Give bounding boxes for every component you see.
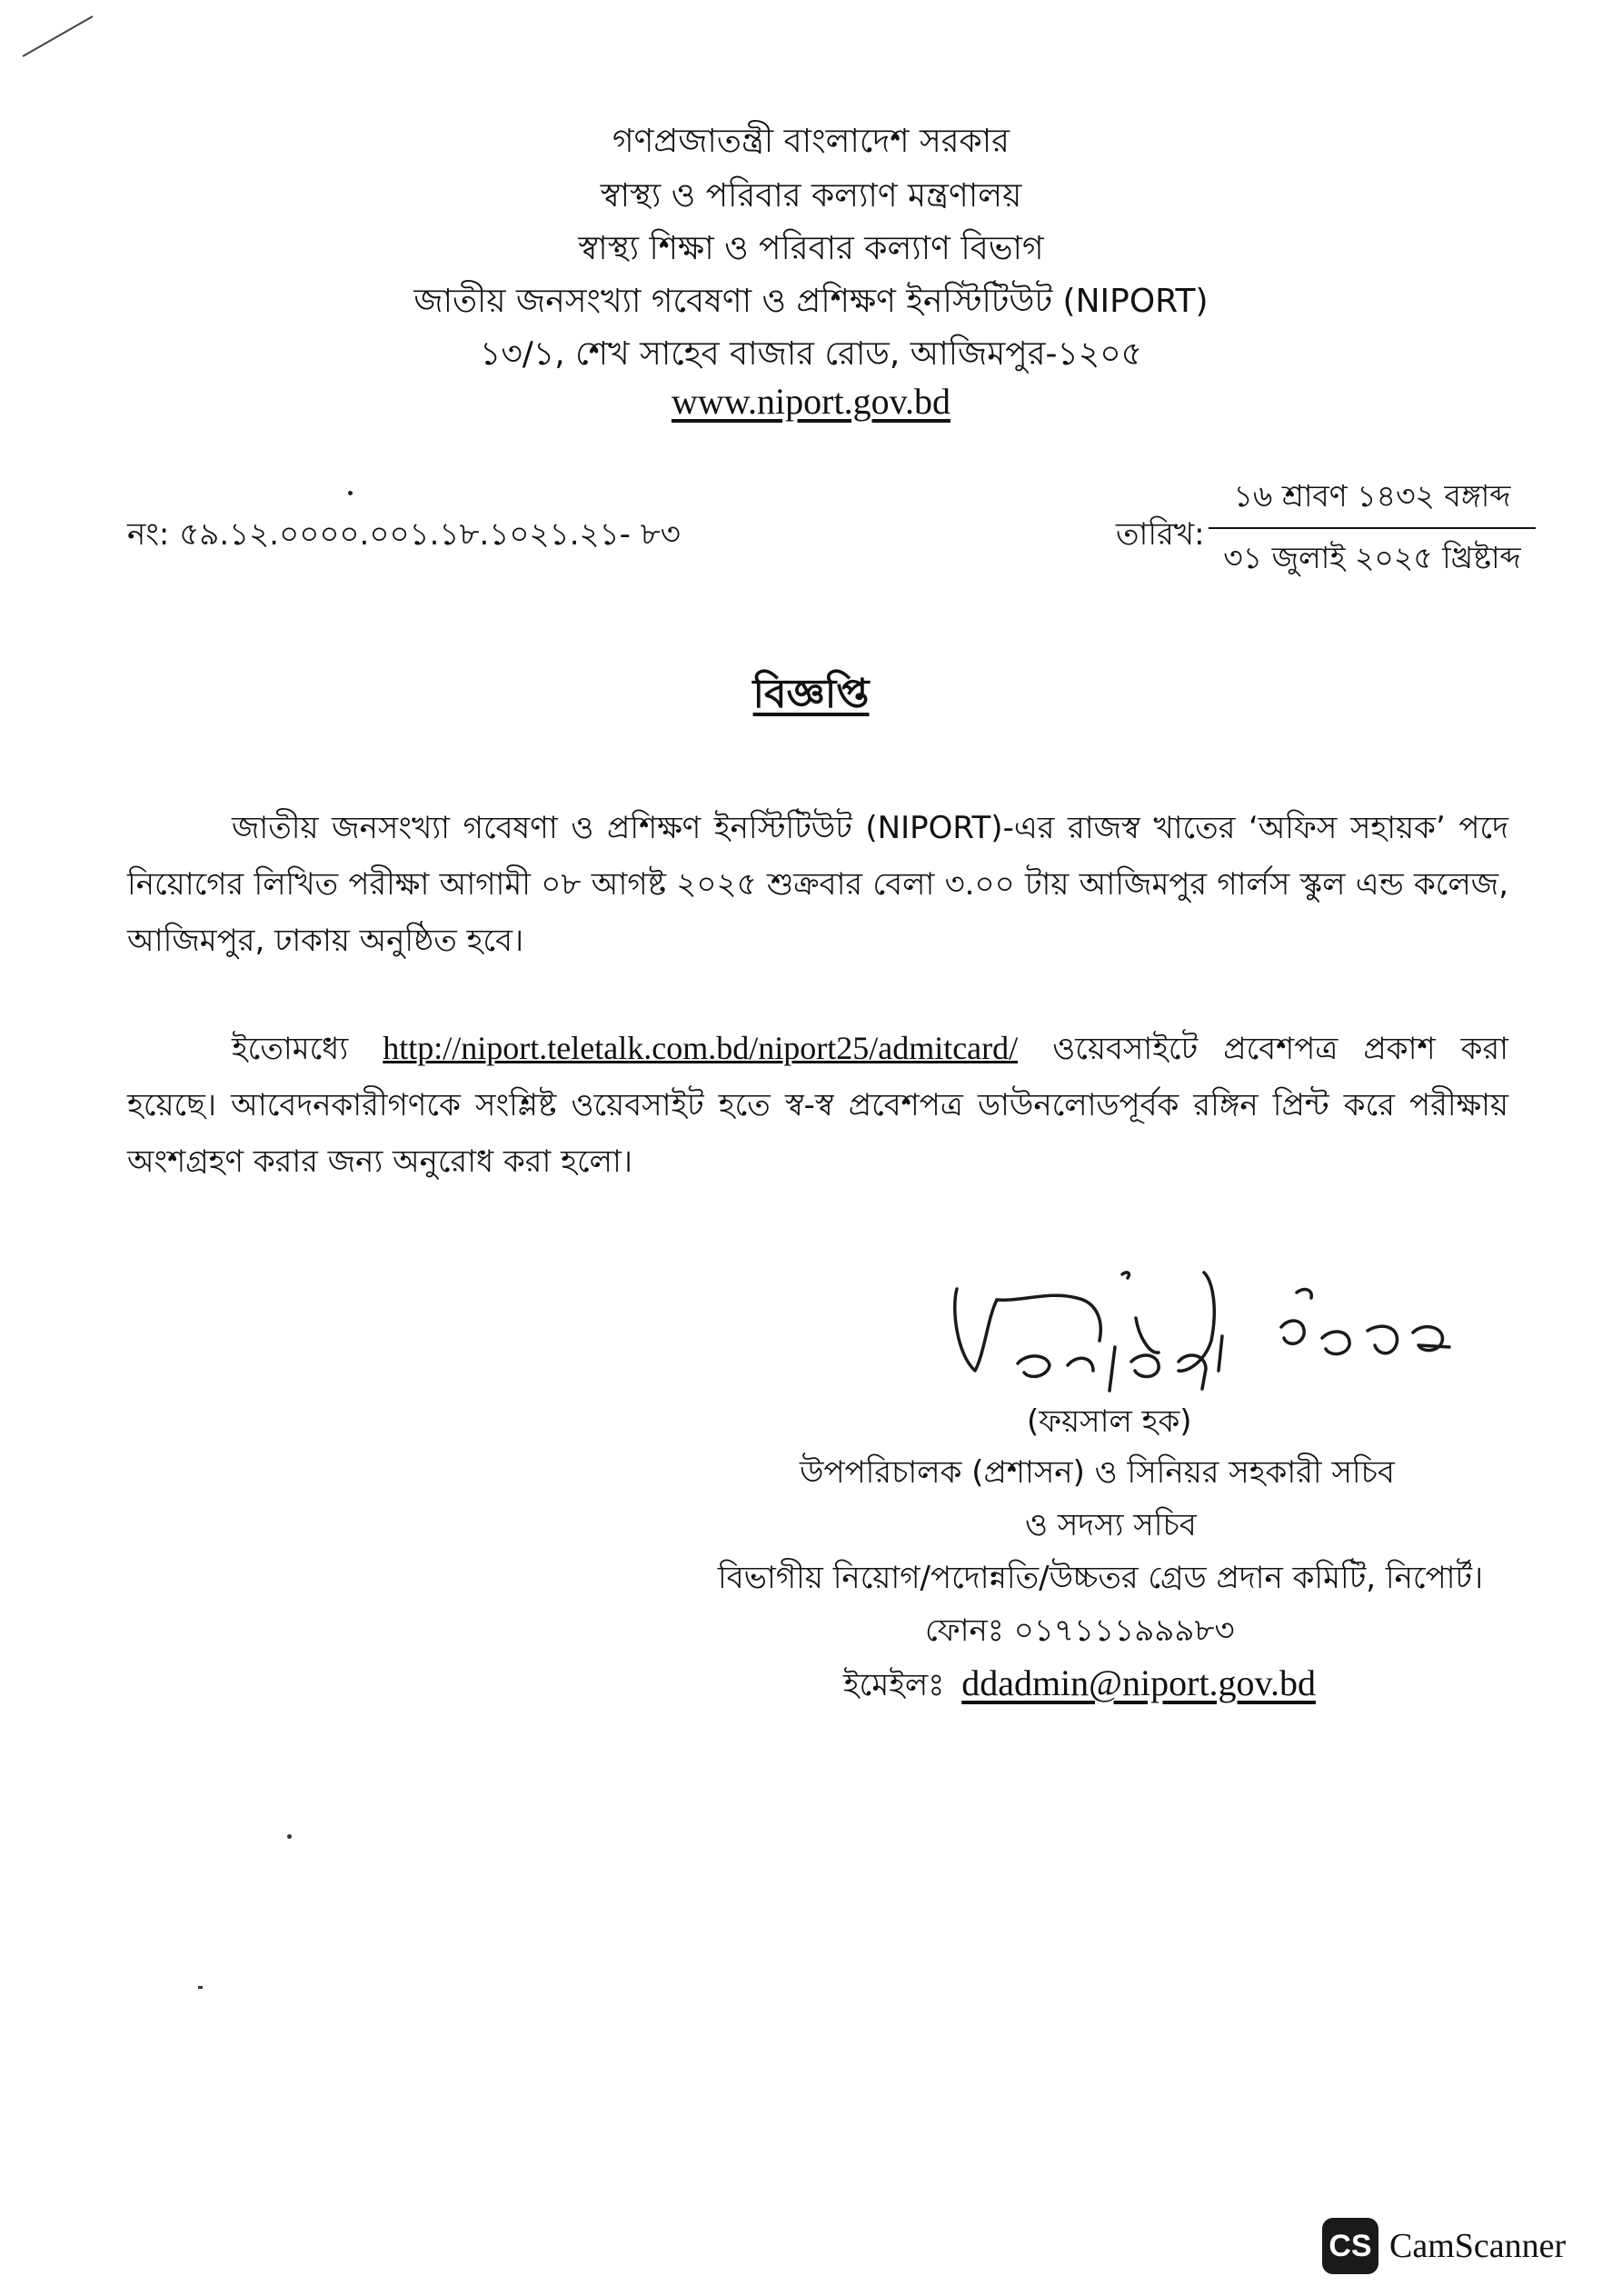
- header-ministry: স্বাস্থ্য ও পরিবার কল্যাণ মন্ত্রণালয়: [600, 177, 1022, 215]
- header-division: স্বাস্থ্য শিক্ষা ও পরিবার কল্যাণ বিভাগ: [578, 230, 1044, 267]
- camscanner-text: CamScanner: [1389, 2227, 1567, 2265]
- admit-card-link[interactable]: http://niport.teletalk.com.bd/niport25/admitcard/: [383, 1030, 1019, 1066]
- scan-artifact-line: [18, 9, 100, 64]
- header-website-link[interactable]: www.niport.gov.bd: [671, 381, 950, 422]
- body-paragraph-1: [127, 800, 1508, 969]
- body-paragraph-2: [127, 1020, 1508, 1190]
- scan-dot: [287, 1834, 292, 1839]
- date-bangla: ১৬ শ্রাবণ ১৪৩২ বঙ্গাব্দ: [1209, 473, 1536, 529]
- handwritten-signature: [940, 1254, 1486, 1409]
- signatory-designation: উপপরিচালক (প্রশাসন) ও সিনিয়র সহকারী সচিব: [800, 1454, 1395, 1491]
- para2-intro: ইতোমধ্যে: [232, 1031, 349, 1067]
- email-label: ইমেইলঃ: [843, 1667, 945, 1703]
- para2-text: ওয়েবসাইটে প্রবেশপত্র প্রকাশ করা হয়েছে। আবেদনকারীগণকে সংশ্লিষ্ট ওয়েবসাইট হতে স্ব-স্ব প্রবেশপত্র ডাউনলোডপূর্বক রঙ্গিন প্রিন্ট করে পরীক্ষায় অংশগ্রহণ করার জন্য অনুরোধ করা হলো।: [127, 1031, 1509, 1180]
- signatory-phone: ফোনঃ ০১৭১১১৯৯৯৮৩: [925, 1612, 1235, 1649]
- header-government: গণপ্রজাতন্ত্রী বাংলাদেশ সরকার: [612, 123, 1010, 160]
- scan-dot: [348, 491, 353, 495]
- camscanner-logo-icon: CS: [1322, 2218, 1378, 2274]
- header-address: ১৩/১, শেখ সাহেব বাজার রোড, আজিমপুর-১২০৫: [479, 335, 1143, 373]
- date-label: তারিখ:: [1116, 516, 1205, 553]
- camscanner-watermark: [1322, 2218, 1566, 2274]
- scan-dot: [198, 1986, 203, 1989]
- signatory-committee: বিভাগীয় নিয়োগ/পদোন্নতি/উচ্চতর গ্রেড প্রদান কমিটি, নিপোর্ট।: [718, 1560, 1484, 1596]
- date-block: [1209, 473, 1536, 585]
- notice-title: বিজ্ঞপ্তি: [752, 671, 870, 717]
- signatory-email-row: [843, 1662, 1316, 1713]
- signatory-name: (ফয়সাল হক): [1027, 1403, 1192, 1440]
- memo-reference: নং: ৫৯.১২.০০০০.০০১.১৮.১০২১.২১- ৮৩: [127, 516, 681, 553]
- signatory-member-secretary: ও সদস্য সচিব: [1025, 1507, 1197, 1543]
- email-link[interactable]: ddadmin@niport.gov.bd: [961, 1662, 1316, 1703]
- header-institute: জাতীয় জনসংখ্যা গবেষণা ও প্রশিক্ষণ ইনস্টিটিউট (NIPORT): [413, 283, 1209, 320]
- body-paragraph-1-text: জাতীয় জনসংখ্যা গবেষণা ও প্রশিক্ষণ ইনস্টিটিউট (NIPORT)-এর রাজস্ব খাতের ‘অফিস সহায়ক’ পদে নিয়োগের লিখিত পরীক্ষা আগামী ০৮ আগষ্ট ২০২৫ শুক্রবার বেলা ৩.০০ টায় আজিমপুর গার্লস স্কুল এন্ড কলেজ, আজিমপুর, ঢাকায় অনুষ্ঠিত হবে।: [127, 810, 1508, 959]
- date-english: ৩১ জুলাই ২০২৫ খ্রিষ্টাব্দ: [1223, 540, 1521, 575]
